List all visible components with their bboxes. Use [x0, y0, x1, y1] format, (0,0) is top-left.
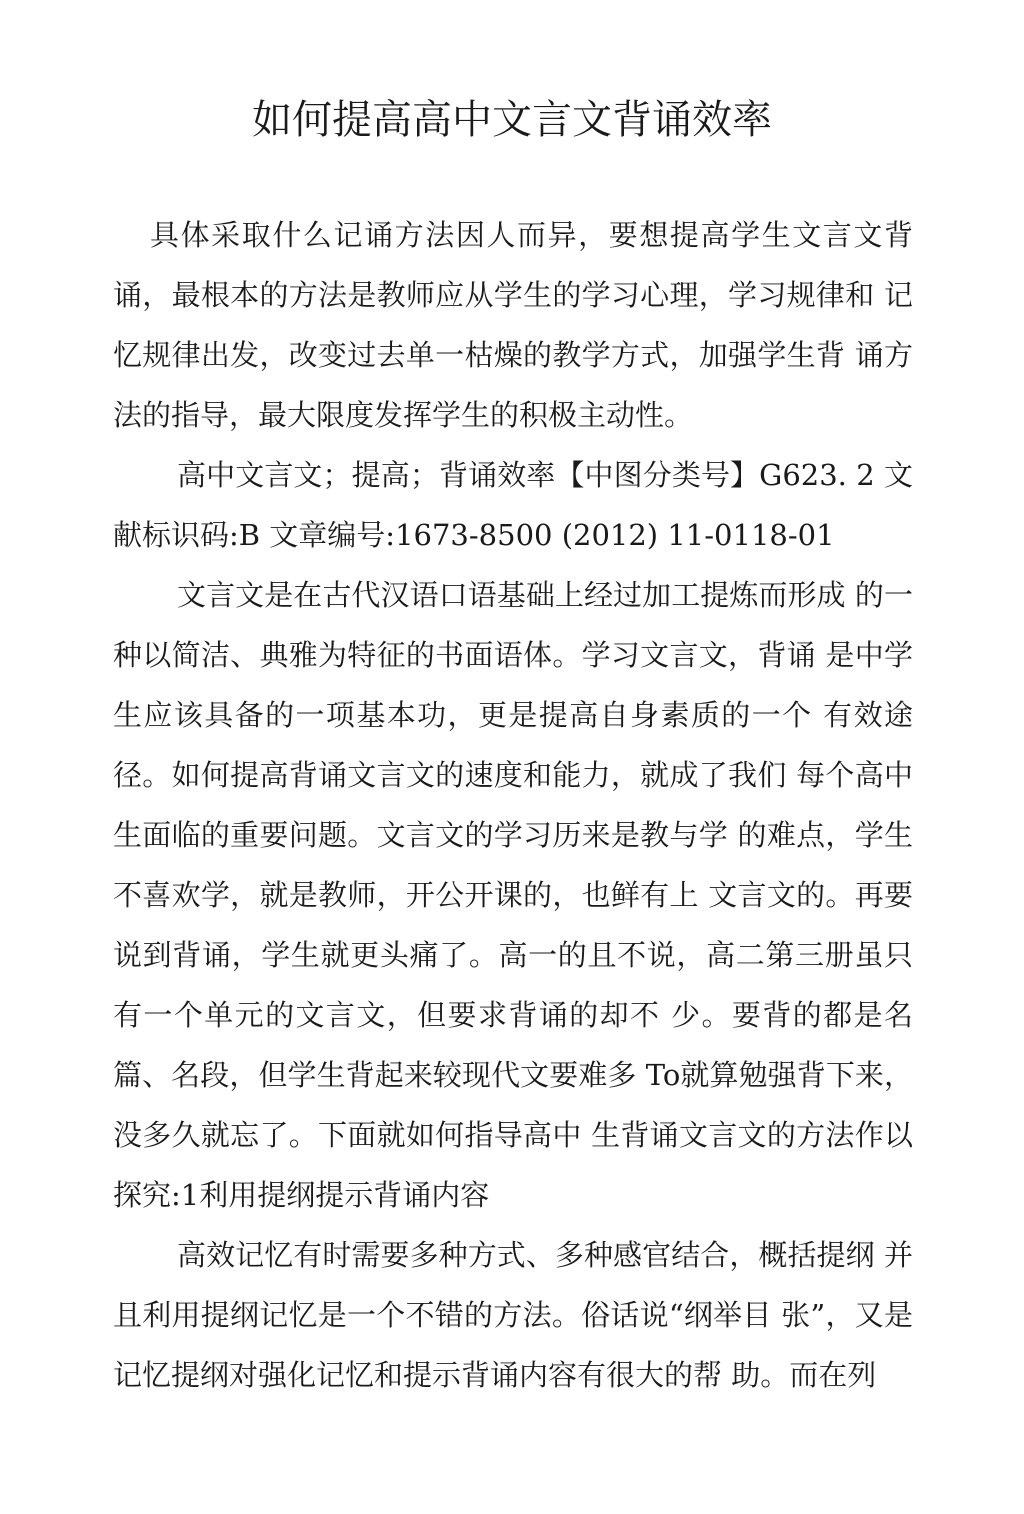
- paragraph-abstract: 具体采取什么记诵方法因人而异，要想提高学生文言文背 诵，最根本的方法是教师应从学生的学习心理，学习规律和 记忆规律出发，改变过去单一枯燥的教学方式，加强学生背 诵方法的指导，最大限度发挥学生的积极主动性。: [113, 218, 913, 432]
- paragraph-outline-method: 高效记忆有时需要多种方式、多种感官结合，概括提纲 并且利用提纲记忆是一个不错的方法。俗话说“纲举目 张”，又是记忆提纲对强化记忆和提示背诵内容有很大的帮 助。而在列: [113, 1238, 913, 1392]
- paragraph-keywords: 高中文言文；提高；背诵效率【中图分类号】G623. 2 文献标识码:B 文章编号:1673-8500 (2012) 11-0118-01: [113, 458, 913, 552]
- paragraph-intro: 文言文是在古代汉语口语基础上经过加工提炼而形成 的一种以简洁、典雅为特征的书面语体。学习文言文，背诵 是中学生应该具备的一项基本功，更是提高自身素质的一个 有效途径。如何提高背诵文言文的速度和能力，就成了我们 每个高中生面临的重要问题。文言文的学习历来是教与学 的难点，学生不喜欢学，就是教师，开公开课的，也鲜有上 文言文的。再要说到背诵，学生就更头痛了。高一的且不说，高二第三册虽只有一个单元的文言文，但要求背诵的却不 少。要背的都是名篇、名段，但学生背起来较现代文要难多 To就算勉强背下来，没多久就忘了。下面就如何指导高中 生背诵文言文的方法作以探究:1利用提纲提示背诵内容: [113, 578, 913, 1212]
- article-body: [113, 205, 913, 1405]
- page-title: 如何提高高中文言文背诵效率: [252, 97, 772, 143]
